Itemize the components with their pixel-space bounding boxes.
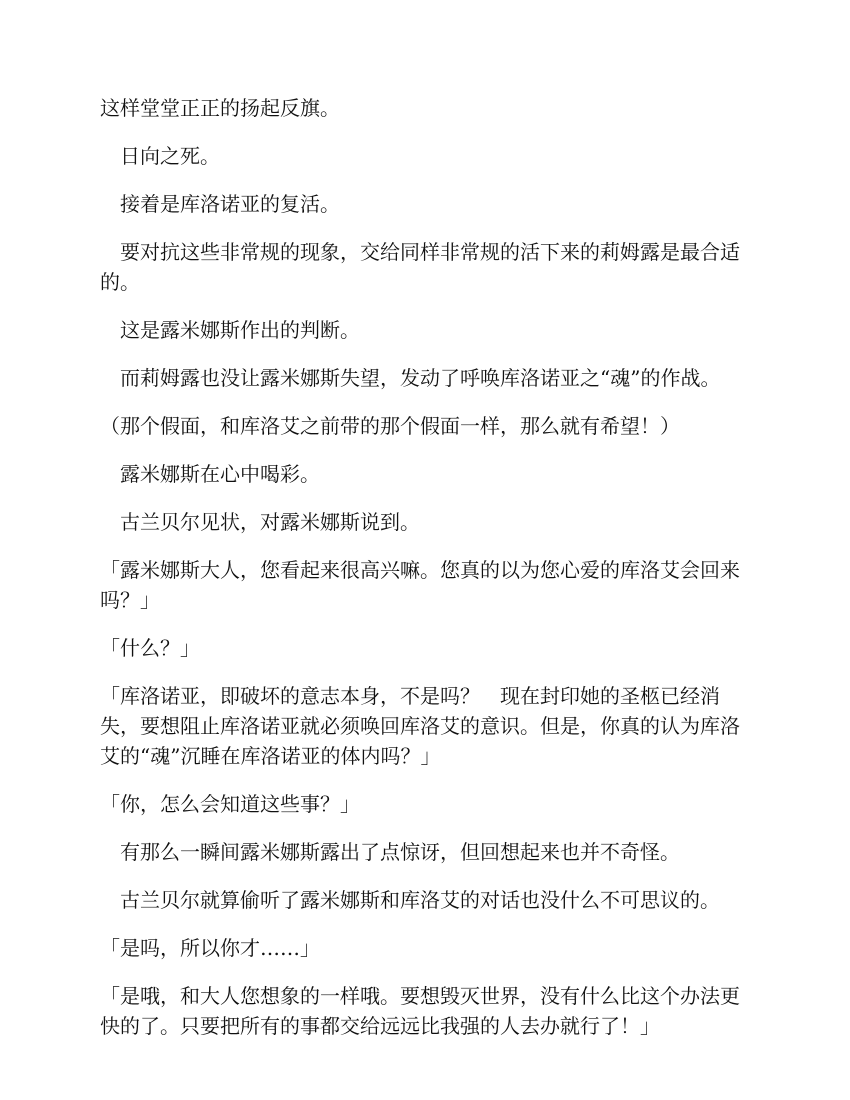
paragraph-14: 有那么一瞬间露米娜斯露出了点惊讶，但回想起来也并不奇怪。: [120, 840, 680, 864]
paragraph-12: 「库洛诺亚，即破坏的意志本身，不是吗？ 现在封印她的圣柩已经消失，要想阻止库洛诺亚就必须唤回库洛艾的意识。但是，你真的认为库洛艾的“魂”沉睡在库洛诺亚的体内吗？」: [100, 684, 740, 768]
paragraph-9: 古兰贝尔见状，对露米娜斯说到。: [120, 510, 420, 534]
paragraph-1: 这样堂堂正正的扬起反旗。: [100, 96, 340, 120]
paragraph-5: 这是露米娜斯作出的判断。: [120, 318, 360, 342]
paragraph-7: （那个假面，和库洛艾之前带的那个假面一样，那么就有希望！）: [100, 414, 680, 438]
paragraph-8: 露米娜斯在心中喝彩。: [120, 462, 320, 486]
paragraph-15: 古兰贝尔就算偷听了露米娜斯和库洛艾的对话也没什么不可思议的。: [120, 888, 720, 912]
paragraph-13: 「你，怎么会知道这些事？」: [100, 792, 360, 816]
paragraph-6: 而莉姆露也没让露米娜斯失望，发动了呼唤库洛诺亚之“魂”的作战。: [120, 366, 721, 390]
paragraph-3: 接着是库洛诺亚的复活。: [120, 192, 340, 216]
paragraph-2: 日向之死。: [120, 144, 220, 168]
paragraph-16: 「是吗，所以你才……」: [100, 936, 320, 960]
paragraph-17: 「是哦，和大人您想象的一样哦。要想毁灭世界，没有什么比这个办法更快的了。只要把所有的事都交给远远比我强的人去办就行了！」: [100, 984, 740, 1038]
paragraph-4: 要对抗这些非常规的现象，交给同样非常规的活下来的莉姆露是最合适的。: [100, 240, 740, 294]
document-body: [100, 93, 750, 1059]
paragraph-11: 「什么？」: [100, 636, 200, 660]
paragraph-10: 「露米娜斯大人，您看起来很高兴嘛。您真的以为您心爱的库洛艾会回来吗？」: [100, 558, 740, 612]
